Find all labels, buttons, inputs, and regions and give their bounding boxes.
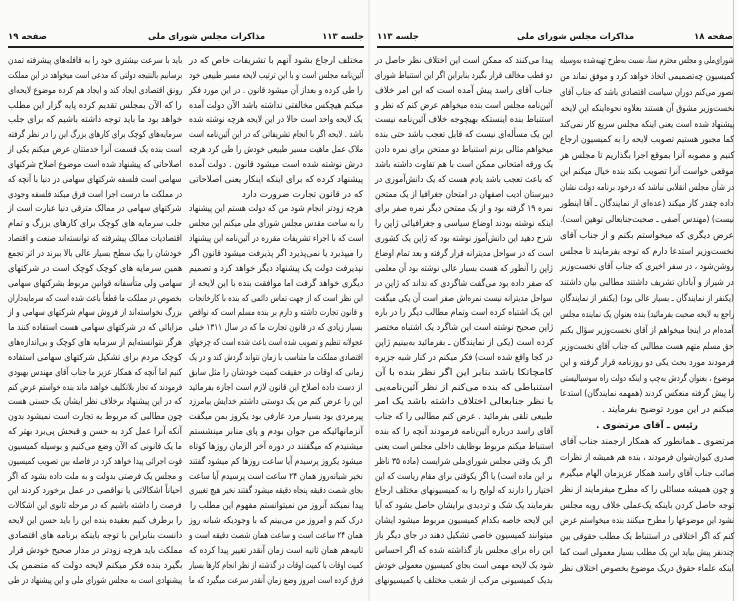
text-line-content: بخصوص در مملکت ما قطعاً باعث شده است که سرمایه‌داران	[8, 293, 182, 304]
text-line	[189, 174, 363, 186]
text-line-content: دیگری خواهد گرفت اما موافقت بنده با این لایحه از	[188, 278, 363, 289]
text-line-content: است بنده یک قسمت آنرا خدمتتان عرض میکنم یکی از	[8, 145, 182, 156]
text-line-content: در شیراز و آبادان تشریف داشتند مطالبی بیان داشتند	[560, 278, 734, 289]
text-line-content: موقعی خواست آنرا تصویب بکند بنده خیال میکنم این	[560, 167, 734, 178]
text-line-content: از دست داده اصلاح این قانون لازم است اجازه بفرمائید	[189, 382, 363, 393]
text-line	[560, 103, 734, 115]
text-line	[375, 159, 553, 171]
publication-title: مذاکرات مجلس شورای ملی	[517, 32, 635, 42]
text-line	[375, 322, 553, 334]
text-line-content: خودشان را بیک سطح بسیار عالی بالا ببرند در اثر تجمع	[8, 248, 182, 259]
text-line-content: کرده است (یکی از نمایندگان ـ بفرمائید به‌بینیم ژاپن	[374, 338, 553, 349]
text-line	[375, 263, 553, 275]
text-line-content: باشد . لایحه اگر با انجام تشریفاتی که در این آئین‌نامه است	[188, 130, 363, 141]
text-line-content: پیدا می‌کنند که ممکن است این اختلاف نظر حاصل در	[374, 56, 553, 66]
text-line	[189, 382, 363, 394]
text-line	[8, 500, 182, 512]
text-line-content: است که با اجراء تشریفات مقرره در آئین‌نامه این پیشنهاد	[188, 234, 363, 245]
text-line	[560, 325, 734, 337]
text-line-content: کنم که اگر اختلافی در استنباط یک مطلب حقوقی بین	[559, 532, 734, 543]
text-line-content: روشن‌شود ، در سفر اخیری که جناب آقای نخست‌وزیر	[560, 262, 734, 273]
text-line-content: نخست‌وزیر مشوق آن هستند بعلاوه نحوه‌اینکه این لایحه	[560, 103, 734, 114]
text-line	[560, 500, 734, 512]
text-line	[375, 114, 553, 126]
text-line-content: تصور می‌کنم دوران سیاست اقتصادی باشد که جناب آقای	[560, 87, 734, 98]
text-line-content: سهامی است فلسفه شرکتهای سهامی در دنیا با آنچه که	[8, 174, 182, 185]
text-line-content: میشنیدم که میگفتند در دوره آخر الزمان روزها کوتاه	[188, 441, 363, 452]
text-line	[560, 341, 734, 353]
text-line	[560, 246, 734, 258]
text-line	[560, 277, 734, 289]
text-line	[189, 456, 363, 468]
text-line-content: استنباطی که بنده می‌کنم از نظر آئین‌نامه‌یی	[374, 382, 553, 393]
text-line	[189, 560, 363, 572]
text-line-content: نیست) (مهندس آصفی ـ صحبت‌جنابعالی توهین است).	[559, 214, 734, 225]
text-line-content: رونق اقتصادی ایجاد کند و ایجاد هم کرده موضوع لایحه‌ای	[7, 85, 182, 96]
text-line-content: دو قطب مخالف قرار بگیرد بنابراین اگر این استنباط شورای	[375, 70, 553, 81]
text-line-content: بدیک کمیسیونی مرکب از شعب مختلف یا کمیسیونهای	[375, 575, 553, 586]
text-line	[189, 129, 363, 141]
text-line	[375, 233, 553, 245]
text-line	[560, 436, 734, 448]
text-line-content: دانست بنابراین با توجه باینکه برنامه های اقتصادی	[7, 531, 182, 541]
text-line	[375, 441, 553, 453]
text-line	[189, 307, 363, 319]
text-line-content: سهامی ولی متأسفانه قوانین مربوط بشرکتهای سهامی	[8, 278, 182, 289]
text-line-content: اینکه علماء حقوق دریک موضوع بخصوص اختلاف نظر	[560, 564, 734, 574]
text-line	[8, 159, 182, 171]
text-line-content: عجولانه تنظیم و تصویب شده است باعث شده است که چرخهای	[188, 338, 363, 349]
text-line	[560, 230, 734, 242]
text-line-content: ژاپن را آنطور که هست بسیار عالی نوشته بود آن معلمی	[375, 263, 553, 274]
text-line	[8, 471, 182, 483]
text-line-content: در شأن مجلس انقلابی نباشد که درخود برنامه دولت نشان	[559, 183, 734, 193]
text-line	[375, 396, 553, 408]
text-line	[8, 85, 182, 97]
text-line	[375, 426, 553, 438]
text-line	[560, 484, 734, 496]
text-line-content: مختلف ارجاع بشود آنهم با تشریفات خاص که در	[188, 56, 363, 66]
header-rule	[8, 46, 364, 48]
text-line-content: یک لایحه واحد است حالا در این لایحه هرچه نوشته شده	[189, 115, 363, 126]
text-line	[189, 114, 363, 126]
text-line-content: کوچک مردم برای تشکیل شرکتهای سهامی استفاده	[7, 352, 182, 363]
text-line-content: قوت اجرائی پیدا خواهد کرد در فاصله بین تصویب کمیسیون	[7, 456, 182, 467]
text-line	[560, 404, 734, 416]
text-line-content: بسیار زیادی که در قانون تجارت ما که در سال ۱۳۱۱ خیلی	[189, 323, 363, 334]
text-line	[8, 515, 182, 527]
text-line-content: را طی کرده و بعداز آن میشود قانون . در این مورد فکر	[189, 85, 363, 96]
text-line-content: را پیش گرفته منعکس کردند (همهمه نمایندگان) استدعا	[559, 389, 734, 400]
text-line-content: کنیم و مصوبه آنرا بموقع اجرا بگذاریم تا مجلس هر	[559, 151, 734, 162]
text-line-content: کنیم اما آنچه که همکار عزیز ما جناب آقای مهندس بهبودی	[7, 367, 182, 378]
text-line	[8, 174, 182, 186]
text-column-right	[189, 55, 363, 587]
text-line-content: این راه برای مجلس باز گذاشته شده که اگر احساس	[374, 545, 553, 556]
text-line	[375, 248, 553, 260]
text-line	[560, 182, 734, 194]
text-line-content: و چون همیشه مسائلی را که مطرح میفرمایند از نظر	[559, 484, 734, 495]
text-line-content: آنکه آنرا عمل کرد به حسن و قبحش پی‌برد بهتر که	[8, 427, 182, 438]
text-line	[375, 411, 553, 423]
text-line-content: میشود یکروز پرسیدم آیا ساعت روزها کم میشود گفتند	[189, 456, 363, 467]
text-line-content: برسانیم بالنتیجه دولتی که مدعی است میخواهد در این مملکت	[7, 70, 182, 81]
text-line	[560, 547, 734, 559]
text-line-content: یک ورقه امتحانی ممکن است با هم تفاوت داشته باشد	[374, 159, 553, 170]
text-line-content: میکنم در این مورد توضیح بفرمایند .	[601, 405, 734, 416]
text-line-content: سواحل مدیترانه نیست نمره‌اش صفر است آن یکی میگفت	[375, 293, 553, 304]
text-line-content: این یک مسأله‌ای نیست که قابل تعجب باشد حتی بنده	[375, 130, 553, 141]
text-line	[560, 388, 734, 400]
text-line-content: اصلاحاتی که پیشنهاد شده است موضوع اصلاح شرکتهای	[8, 159, 182, 170]
page-header	[377, 32, 733, 44]
text-line-content: کمیسیون چه‌تصمیمی اتخاذ خواهد کرد و موفق نماند من	[559, 71, 734, 82]
text-line	[8, 189, 182, 201]
text-line	[189, 530, 363, 542]
text-line	[8, 426, 182, 438]
text-line-content: کامچاتکا باشد بنابر این اگر نظر بنده با آن	[375, 367, 553, 378]
session-number: جلسه ۱۱۳	[377, 32, 419, 42]
text-line-content: باید با سرعت بیشتری خود را به قافله‌های پیشرفته تمدن	[7, 56, 182, 66]
text-line-content: و مجلس یک فرصتی بدولت و به ملت داده بشود که اگر	[7, 471, 182, 482]
text-line-content: داده چقدر کار میکند (عده‌ای از نمایندگان ـ آقا اینطور	[560, 198, 734, 209]
text-line-content: این یک اشتباه کرده است وتمام مطالب دیگر را در باره	[375, 308, 553, 319]
text-line	[375, 500, 553, 512]
text-line-content: ژاپن صحیح نوشته است این شاگرد یک اشتباه مختصر	[374, 323, 553, 334]
text-line	[8, 248, 182, 260]
text-line	[560, 198, 734, 210]
text-line-content: میکنم هیچکس مخالفتی نداشته باشد الآن دولت آمده	[188, 100, 363, 111]
text-line	[8, 278, 182, 290]
text-line-content: موضوع ، بعنوان گردش به‌چپ و اینکه دولت راه سوسیالیستی	[559, 373, 734, 384]
text-line-content: در مملکت ما درست اجرا است فرق میکند فلسفه وجودی	[7, 189, 182, 200]
text-line	[189, 485, 363, 497]
text-line	[189, 100, 363, 112]
text-line-content: کمیت اوقات با کمیت اوقات در گذشته از نظر انجام کارها بسیار	[189, 560, 363, 571]
text-line-content: پیدا نمیکند آنروز من نمیتوانستم مفهوم این مطلب را	[189, 501, 363, 512]
text-line-content: اگر یک وقتی مجلس شورای‌ملی شرایست (ماده ۳۵ ناظر	[375, 456, 553, 467]
text-line-content: توجه حاصل کردن باینکه یک‌عملی خلاف رویه مجلس	[559, 500, 734, 511]
text-line	[560, 87, 734, 99]
text-line	[375, 530, 553, 542]
publication-title: مذاکرات مجلس شورای ملی	[148, 32, 266, 42]
text-line-content: و قانون تجارت داشته و دارم بر بنده مسلم است که نواقص	[189, 308, 363, 319]
text-line-content: که در این پیشنهاد برخلاف نظر ایشان یک حسنی هست	[8, 397, 182, 408]
text-line-content: ثانیه‌هم همان ثانیه است زمان آنقدر تغییر پیدا کرده که	[188, 545, 363, 556]
text-line-content: آئین‌نامه مجلس است و با این ترتیب لایحه مسیر طبیعی خود	[188, 70, 363, 81]
text-line	[375, 278, 553, 290]
text-line-content: سرمایه‌های کوچک برای کارهای بزرگ این را در نظر گرفته	[7, 130, 182, 141]
text-line-content: با نظر جنابعالی اختلاف داشته باشد یک امر	[374, 397, 553, 408]
text-line-content: درک کنم و امروز من می‌بینم که با وجودیکه شبانه روز	[189, 516, 363, 527]
text-line	[8, 114, 182, 126]
text-line-content: است که در سواحل مدیترانه قرار گرفته و بعد تمام اوضاع	[374, 248, 553, 259]
text-line	[189, 352, 363, 364]
text-line	[375, 70, 553, 82]
text-line-content: مزایائی که در شرکتهای سهامی هست استفاده کنند ما	[7, 323, 182, 334]
text-line-content: رئیس ـ آقای مرتضوی .	[596, 421, 698, 432]
text-line	[189, 203, 363, 215]
text-line	[560, 563, 734, 575]
text-line-content: چندنفر پیش بیاید این یک مطلب بسیار معمولی است کما	[560, 548, 734, 559]
text-column-left	[375, 55, 553, 587]
text-line-content: نپذیرفت دولت یک پیشنهاد دیگر خواهد کرد و تصمیم	[188, 263, 363, 274]
text-line-content: پیرمردی بود بسیار مرد عارفی بود یکروز بمن میگفت	[188, 412, 363, 423]
text-line	[189, 189, 363, 201]
text-line-content: فرمودند که تجار بلاتکلیف خواهند ماند بنده خواستم عرض کنم	[7, 382, 182, 393]
text-line-content: (یکنفر از نمایندگان ـ بسیار عالی بود) (یکنفر از نمایندگان	[560, 294, 734, 305]
text-line	[189, 55, 363, 67]
text-line-content: پیشنهاد کرده که برای اینکه اینکار یعنی اصلاحاتی	[188, 174, 363, 185]
text-line	[189, 159, 363, 171]
text-line-content: حق مسلم متهم هست مطالبی که جناب آقای نخست‌وزیر	[560, 341, 734, 352]
text-line	[189, 575, 363, 587]
text-line	[189, 411, 363, 423]
text-line-content: این لایحه خاصه بکدام کمیسیون مربوط میشود ایشان	[374, 516, 553, 527]
text-line	[189, 263, 363, 275]
text-line-content: صائب جناب آقای راسد همکار عزیزمان الهام میگیرم	[559, 468, 734, 479]
right-page	[369, 0, 738, 601]
text-line	[375, 575, 553, 587]
text-line-content: جلب سرمایه های کوچک برای کارهای بزرگ و تمام	[8, 219, 182, 230]
text-line	[8, 545, 182, 557]
text-line	[560, 531, 734, 543]
text-line	[189, 248, 363, 260]
text-line-content: شود یک لایحه مهمی است بجای کمیسیون معمولی خودش	[374, 560, 553, 571]
text-line	[189, 426, 363, 438]
text-line	[189, 515, 363, 527]
text-line-content: شورای‌ملی و مجلس محترم سنا، نسبت به‌طرح تهیه‌شده به‌وسیله	[560, 56, 734, 66]
text-line-content: را که الآن بمجلس تقدیم کرده پایه گزار این مطلب	[8, 100, 182, 111]
text-line	[375, 560, 553, 572]
text-line	[560, 309, 734, 321]
text-line-content: پیشنهادی است به مجلس شورای ملی و این پیشنهاد در طی	[7, 575, 182, 586]
text-line-content: اختیار را دارند که لوایح را به کمیسیونهای مختلف ارجاع	[375, 486, 553, 497]
text-line	[560, 293, 734, 305]
text-line-content: فرمودند مورد بحث یکی دو روزنامه قرار گرفته و این	[559, 357, 734, 368]
page-header	[8, 32, 364, 44]
text-line-content: بر این ماده است) یا اگر یکوقتی برای مقام ریاست که این	[375, 471, 553, 482]
text-line-content: ملاک عمل ماهیت مسیر طبیعی خودش را طی کرد هرچه	[188, 145, 363, 156]
text-line	[189, 233, 363, 245]
text-line-content: خواهد بود ما باید توجه داشته باشیم که برای جلب	[7, 115, 182, 126]
text-line-content: در کجا واقع شده است) فکر میکنم در کنار شبه جزیره	[375, 352, 553, 363]
text-line	[8, 411, 182, 423]
text-line	[8, 441, 182, 453]
text-line-content: آئین‌نامه مجلس است بنده میخواهم عرض کنم که نظر و	[375, 100, 553, 111]
text-line-content: همان ۲۴ ساعت است و ساعت همان شصت دقیقه است و	[189, 531, 363, 541]
text-line-content: فرق کرده است امروز وضع زمان آنقدر سرعت میگیرد که ما	[188, 575, 363, 586]
text-line-content: بزرگ نخواسته‌اند از فروش سهام شرکتهای سهامی و از	[8, 308, 182, 319]
text-line	[189, 471, 363, 483]
text-line	[8, 456, 182, 468]
text-line-content: بگیرد بنده فکر میکنم لایحه دولت که متضمن یک	[7, 560, 182, 571]
text-line	[375, 100, 553, 112]
text-line	[8, 203, 182, 215]
text-line-content: که در قانون تجارت ضرورت دارد	[241, 189, 363, 200]
text-line	[560, 515, 734, 527]
text-line-content: چون مطالبی که مربوط به تجارت است نمیشود بدون	[7, 412, 182, 423]
text-line-content: نخست‌وزیر استدعا دارم که توجه بفرمایند تا مجلس	[560, 246, 734, 257]
text-column-right	[560, 55, 734, 575]
text-line-content: این نظر است که از جهت تماس دائمی که بنده با کارخانجات	[189, 293, 363, 304]
text-line	[375, 129, 553, 141]
text-line-content: زمانی که اوقات در حقیقت کمیت خودشان را مثل سابق	[188, 367, 363, 378]
text-line	[375, 471, 553, 483]
text-line-content: میخواهم مثالی بزنم استنباط دو ممتحن برای نمره دادن	[374, 145, 553, 156]
text-line	[560, 261, 734, 273]
text-line-content: که صفر داده بود می‌گفت شاگردی که نداند که ژاپن در	[375, 278, 553, 289]
text-line	[189, 367, 363, 379]
text-line	[560, 71, 734, 83]
header-rule	[377, 46, 733, 48]
text-line	[560, 119, 734, 131]
text-line	[189, 278, 363, 290]
text-line-content: آنزمانهائیکه من جوان بودم و پای منابر مینشستم	[188, 427, 363, 438]
text-line-content: کما مجبور هستیم تصویب لایحه را به کمیسیون ارجاع	[559, 135, 734, 146]
text-line-content: آمده‌ام در اینجا میخواهم از آقای نخست‌وزیر سؤال بکنم	[560, 325, 734, 336]
text-line	[189, 441, 363, 453]
text-line	[560, 373, 734, 385]
text-line	[8, 263, 182, 275]
text-line	[375, 203, 553, 215]
text-line-content: هرگز نتوانسته‌ایم از سرمایه های کوچک و بی‌اندازه‌های	[8, 338, 182, 349]
text-line-content: استنباط بنده اینستکه بهیچوجه خلاف آئین‌نامه نیست	[374, 115, 553, 126]
text-line-content: که باعث تعجب باشد یادم هست که یک دانش‌آموزی در	[375, 174, 553, 185]
text-line-content: میتوانند کمیسیون خاصی تشکیل دهند در جای دیگر باز	[375, 531, 553, 541]
text-line	[375, 144, 553, 156]
text-line-content: اقتصادی مملکت ما متناسب با زمان نتواند گردش کند و در یک	[189, 352, 363, 363]
text-line	[375, 485, 553, 497]
text-line	[189, 337, 363, 349]
text-line-content: بجای شصت دقیقه پنجاه دقیقه میشود گفتند نخیر هیچ تغییری	[188, 486, 363, 497]
text-line-content: را برطرف کنیم بعقیده بنده این را باید حسن این لایحه	[7, 516, 182, 527]
text-line	[8, 55, 182, 67]
text-line	[189, 396, 363, 408]
text-line-content: دبیرستان ادیب اصفهان در امتحان جغرافیا از یک ممتحن	[374, 189, 553, 200]
text-line-content: طبیعی تلقی بفرمائید . عرض کنم مطالبی را که جناب	[375, 412, 553, 423]
text-line	[560, 452, 734, 464]
text-line	[375, 456, 553, 468]
page-number: صفحه ۱۸	[694, 32, 733, 42]
text-line-content: احیاناً اشکالاتی یا نواقصی در عمل برخورد کردند این	[7, 486, 182, 497]
text-line-content: عرض دیگری که میخواستم بکنم و از جناب آقای	[560, 230, 734, 241]
text-line	[560, 468, 734, 480]
text-line-content: فرصت را داشته باشیم که در مرحله ثانوی این اشکالات	[8, 501, 182, 512]
text-line	[375, 352, 553, 364]
text-line-content: مملکت باید هرچه زودتر در مدار صحیح خودش قرار	[8, 545, 182, 556]
text-line-content: نمره ۱۹ گرفته بود و از یک ممتحن دیگر نمره صفر برای	[375, 204, 553, 215]
text-line-content: ما یک قانونی که الآن وضع می‌کنیم و بوسیله کمیسیون	[7, 441, 182, 452]
text-line-content: هرچه زودتر انجام شود من که دولت هستم این پیشنهاد	[188, 204, 363, 215]
text-line-content: این را عرض کنم من یک دوستی داشتم خدایش بیامرزد	[189, 397, 363, 408]
text-line	[560, 55, 734, 67]
text-line-content: همین سرمایه های کوچک کوچک است در شرکتهای	[7, 263, 182, 274]
text-line	[560, 150, 734, 162]
text-line-content: شرح دهید این دانش‌آموز نوشته بود که ژاپن یک کشوری	[375, 234, 553, 245]
text-line-content: نخیر شبانه‌روز همان ۲۴ ساعت است پرسیدم آیا ساعت	[189, 471, 363, 482]
text-line	[8, 382, 182, 394]
text-line	[560, 357, 734, 369]
text-line	[8, 100, 182, 112]
text-line-content: بفرمایند یک شک و تردیدی برایشان حاصل بشود که آیا	[374, 501, 553, 512]
text-line-content: را به ساحت مقدس مجلس شورای ملی میکنم این مجلس	[188, 219, 363, 230]
text-line-content: اینکه نوشته بودند اوضاع سیاسی و جغرافیائی ژاپن را	[374, 219, 553, 230]
text-line	[189, 144, 363, 156]
text-line-content: جناب آقای راسد پیش آمده است که این امر خلاف	[375, 85, 553, 96]
text-line-content: استنباط میکنم مربوط بوظایف داخلی مجلس است یعنی	[374, 441, 553, 452]
speaker-heading	[560, 420, 734, 432]
text-line-content: را میپذیرد یا نمی‌پذیرد اگر پذیرفت میشود قانون اگر	[189, 248, 363, 259]
text-line	[189, 85, 363, 97]
text-line	[560, 214, 734, 226]
text-line	[189, 545, 363, 557]
text-line-content: درش نوشته شده است میشود قانون . دولت آمده	[189, 159, 363, 170]
text-line-content: راجع به لایحه صحبت بفرمائید) بنده بعنوان یک نماینده مجلس	[559, 310, 734, 320]
text-line-content: صدری کیوان‌شوان فرمودند ، بنده هم همیشه از نظرات	[559, 452, 734, 463]
text-line	[189, 322, 363, 334]
text-line	[189, 218, 363, 230]
text-line-content: آقای راسد درباره آئین‌نامه فرمودند آنچه را که بنده	[375, 427, 553, 438]
text-line	[375, 218, 553, 230]
text-line	[560, 166, 734, 178]
text-line-content: اقتصادیات ممالک پیشرفته که توانسته‌اند صنعت و اقتصاد	[8, 234, 182, 245]
text-line-content: شرکتهای سهامی در ممالک مترقی دنیا عبارت است از	[8, 204, 182, 215]
text-line	[8, 396, 182, 408]
page-number: صفحه ۱۹	[8, 32, 47, 42]
text-line	[189, 500, 363, 512]
text-line-content: پیشنهاد شده است یعنی اینکه مجلس سریع کار نمی‌کند	[559, 119, 734, 130]
session-number: جلسه ۱۱۳	[322, 32, 364, 42]
text-line-content: مرتضوی ـ همانطور که همکار ارجمند جناب آقای	[559, 437, 734, 447]
text-line	[560, 134, 734, 146]
text-line-content: نشود این موضوعها را مطرح میکنند بنده میخواستم عرض	[559, 516, 734, 527]
